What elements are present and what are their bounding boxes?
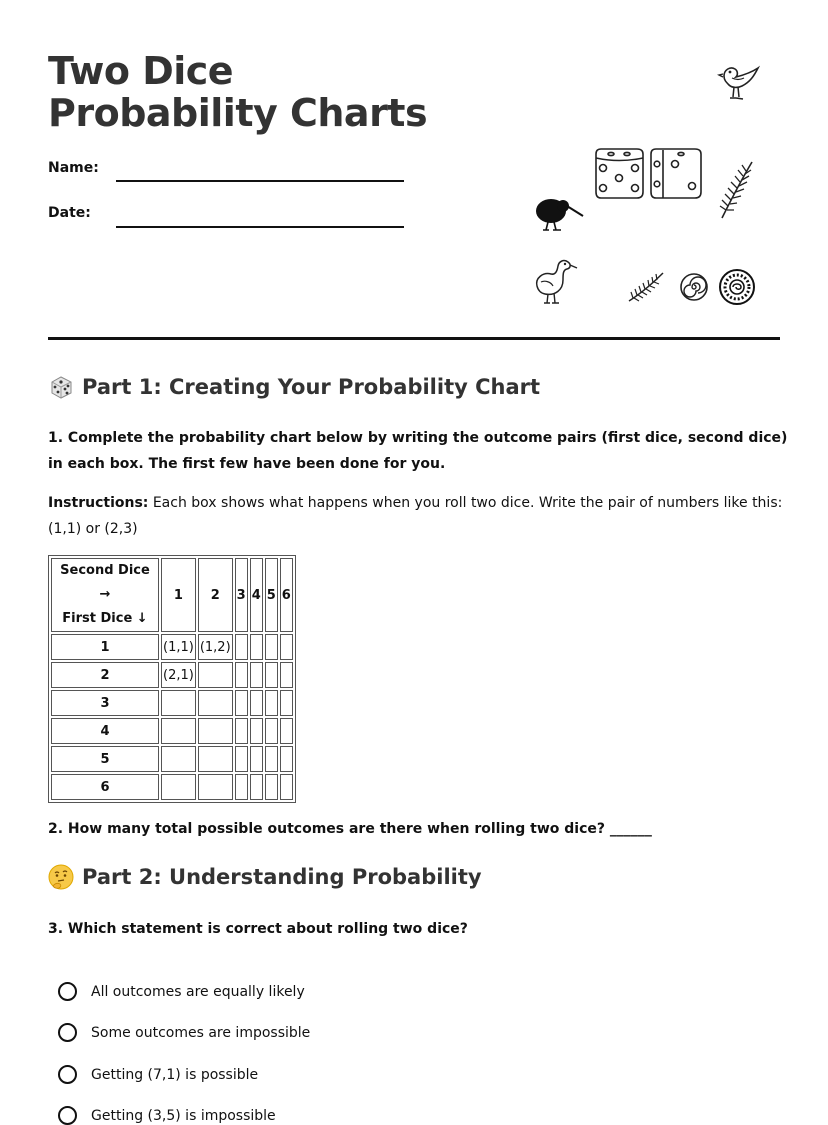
instructions (48, 490, 788, 542)
option-label: Getting (7,1) is possible (91, 1066, 259, 1083)
column-header: 5 (265, 558, 278, 632)
name-field[interactable] (116, 180, 404, 182)
table-cell[interactable] (280, 634, 293, 660)
table-cell[interactable] (198, 774, 233, 800)
table-cell[interactable] (250, 634, 263, 660)
date-label: Date: (48, 205, 91, 221)
option-item[interactable] (58, 1065, 258, 1084)
koru-spiral-icon (679, 272, 709, 302)
dice-icon (591, 146, 705, 202)
row-header: 5 (51, 746, 159, 772)
table-cell[interactable] (161, 774, 196, 800)
option-label: Getting (3,5) is impossible (91, 1107, 276, 1124)
table-cell[interactable] (198, 662, 233, 688)
table-row (51, 662, 293, 688)
table-cell[interactable] (265, 718, 278, 744)
column-header: 4 (250, 558, 263, 632)
row-header: 2 (51, 662, 159, 688)
instructions-label: Instructions: (48, 495, 149, 511)
table-cell[interactable] (265, 774, 278, 800)
radio-button[interactable] (58, 1065, 77, 1084)
radio-button[interactable] (58, 1106, 77, 1125)
radio-button[interactable] (58, 982, 77, 1001)
table-cell[interactable] (235, 718, 248, 744)
question-3: 3. Which statement is correct about rolling two dice? (48, 921, 468, 937)
table-corner-header (51, 558, 159, 632)
corner-line-2: First Dice ↓ (62, 611, 148, 626)
question-2: 2. How many total possible outcomes are there when rolling two dice? ______ (48, 821, 652, 837)
table-cell[interactable] (235, 634, 248, 660)
option-label: Some outcomes are impossible (91, 1024, 311, 1041)
bird-icon (716, 60, 762, 104)
table-cell[interactable] (265, 746, 278, 772)
table-cell[interactable] (265, 634, 278, 660)
instructions-text: Each box shows what happens when you roll two dice. Write the pair of numbers like this: (1,1) or (2,3) (48, 495, 783, 537)
row-header: 1 (51, 634, 159, 660)
table-row (51, 746, 293, 772)
table-cell[interactable] (250, 718, 263, 744)
option-item[interactable] (58, 1023, 310, 1042)
part2-heading (48, 864, 482, 890)
option-item[interactable] (58, 982, 305, 1001)
row-header: 3 (51, 690, 159, 716)
table-cell[interactable] (280, 718, 293, 744)
table-cell[interactable] (161, 690, 196, 716)
maori-pattern-icon (718, 268, 756, 306)
table-cell[interactable]: (1,1) (161, 634, 196, 660)
row-header: 4 (51, 718, 159, 744)
table-cell[interactable] (198, 690, 233, 716)
thinking-face-emoji-icon (48, 864, 74, 890)
radio-button[interactable] (58, 1023, 77, 1042)
table-cell[interactable] (235, 774, 248, 800)
die-emoji-icon (48, 374, 74, 400)
table-cell[interactable]: (1,2) (198, 634, 233, 660)
table-cell[interactable] (280, 746, 293, 772)
question-1: 1. Complete the probability chart below by writing the outcome pairs (first dice, second dice) in each box. The first few have been done for you. (48, 430, 788, 472)
table-cell[interactable] (235, 746, 248, 772)
table-cell[interactable] (250, 690, 263, 716)
table-cell[interactable] (265, 690, 278, 716)
table-row (51, 634, 293, 660)
table-cell[interactable] (250, 774, 263, 800)
column-header: 2 (198, 558, 233, 632)
table-cell[interactable]: (2,1) (161, 662, 196, 688)
table-row (51, 718, 293, 744)
row-header: 6 (51, 774, 159, 800)
option-label: All outcomes are equally likely (91, 983, 305, 1000)
table-cell[interactable] (235, 662, 248, 688)
probability-chart-table (48, 555, 296, 803)
column-header: 3 (235, 558, 248, 632)
fern-frond-icon (626, 270, 666, 304)
page-title: Two Dice Probability Charts (48, 49, 428, 135)
table-cell[interactable] (280, 662, 293, 688)
table-cell[interactable] (250, 746, 263, 772)
table-cell[interactable] (161, 746, 196, 772)
table-row (51, 774, 293, 800)
kiwi-bird-icon (533, 192, 585, 232)
table-cell[interactable] (198, 718, 233, 744)
name-label: Name: (48, 160, 99, 176)
table-cell[interactable] (280, 774, 293, 800)
table-cell[interactable] (161, 718, 196, 744)
table-cell[interactable] (265, 662, 278, 688)
part1-heading (48, 374, 540, 400)
part1-heading-text: Part 1: Creating Your Probability Chart (82, 375, 541, 399)
fern-leaf-icon (716, 158, 758, 222)
corner-line-1: Second Dice → (60, 563, 150, 602)
header-divider (48, 337, 780, 340)
table-cell[interactable] (198, 746, 233, 772)
table-cell[interactable] (235, 690, 248, 716)
date-field[interactable] (116, 226, 404, 228)
part2-heading-text: Part 2: Understanding Probability (82, 865, 482, 889)
table-cell[interactable] (280, 690, 293, 716)
column-header: 1 (161, 558, 196, 632)
option-item[interactable] (58, 1106, 276, 1125)
moa-bird-icon (533, 256, 579, 306)
table-row (51, 690, 293, 716)
column-header: 6 (280, 558, 293, 632)
table-cell[interactable] (250, 662, 263, 688)
